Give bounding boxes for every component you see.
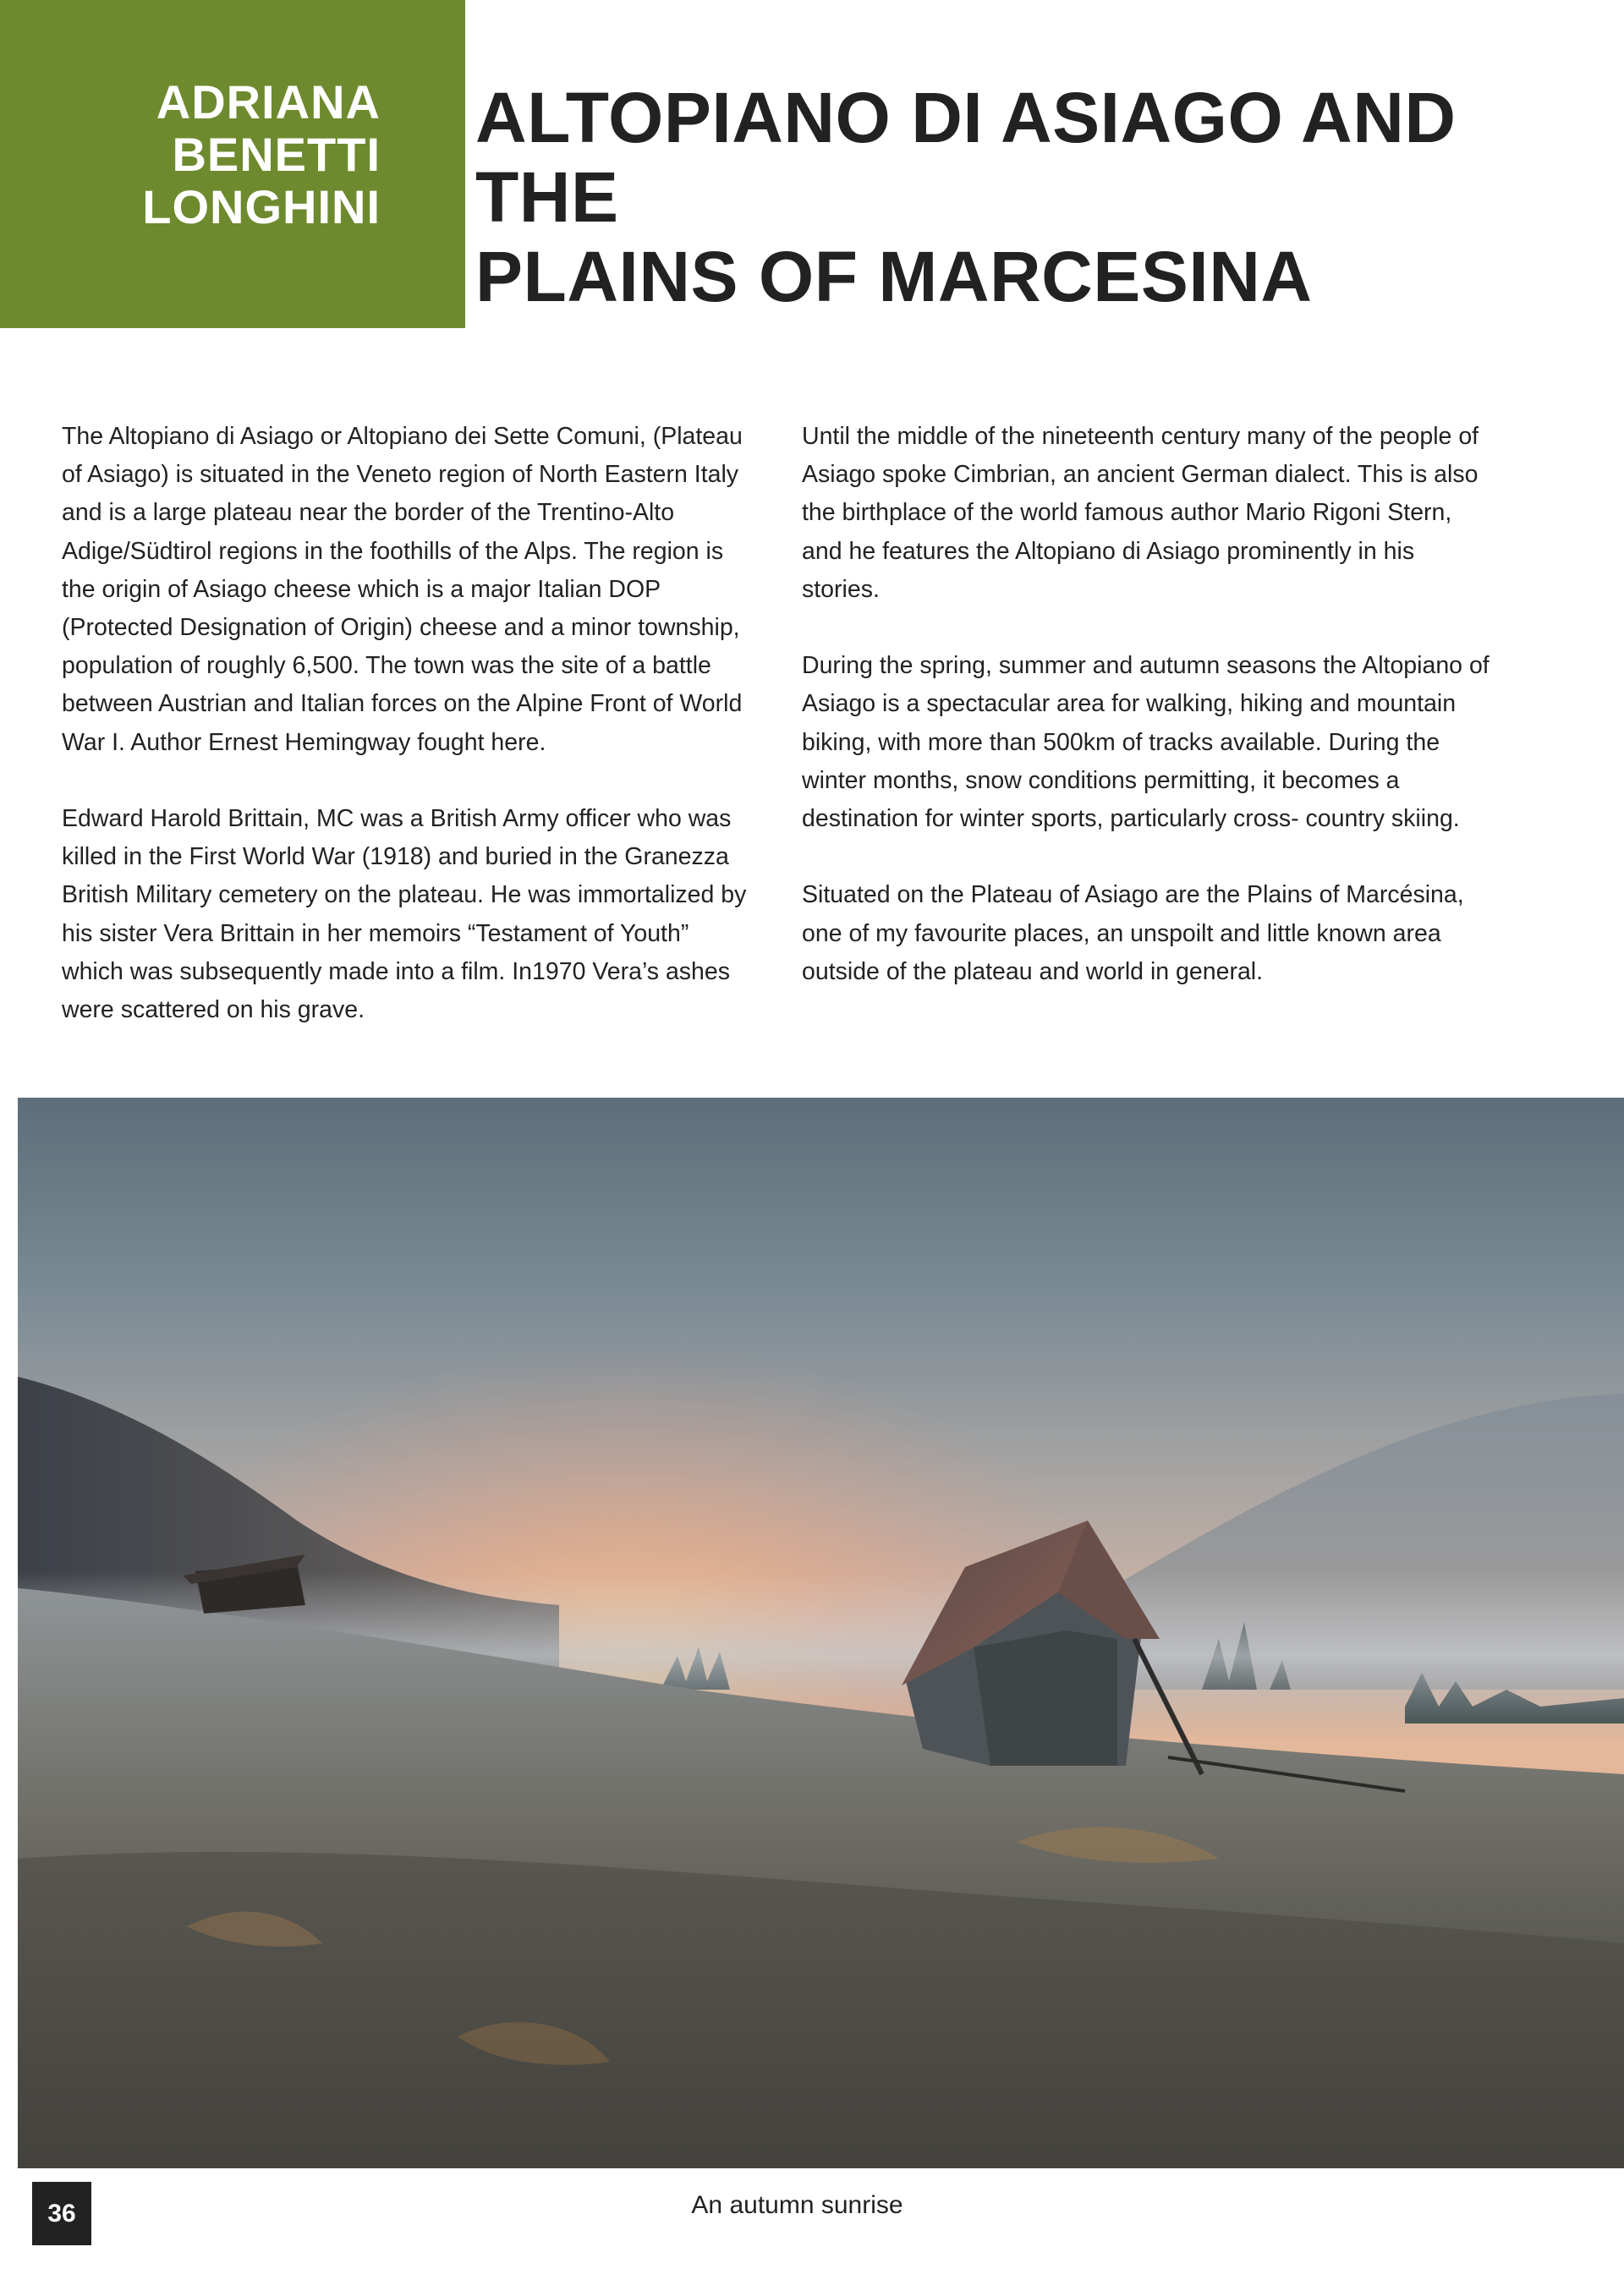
- photo-caption: An autumn sunrise: [691, 2191, 903, 2219]
- body-column-left: [62, 418, 757, 1067]
- body-paragraph: Situated on the Plateau of Asiago are the Plains of Marcésina, one of my favourite places, an unspoilt and little known area outside of the plateau and world in general.: [802, 881, 1464, 985]
- page-number: 36: [32, 2182, 91, 2245]
- article-title: [475, 78, 1592, 316]
- body-paragraph: During the spring, summer and autumn seasons the Altopiano of Asiago is a spectacular area for walking, hiking and mountain biking, with more than 500km of tracks available. During the winter months, snow conditions permitting, it becomes a destination for winter sports, particularly cross- country skiing.: [802, 652, 1490, 833]
- author-name-line: LONGHINI: [142, 180, 381, 233]
- author-name: [8, 76, 381, 233]
- body-paragraph: Until the middle of the nineteenth century many of the people of Asiago spoke Cimbrian, an ancient German dialect. This is also the birthplace of the world famous author Mario Rigoni Stern, and he features the Altopiano di Asiago prominently in his stories.: [802, 423, 1479, 603]
- body-paragraph: The Altopiano di Asiago or Altopiano dei Sette Comuni, (Plateau of Asiago) is situated in the Veneto region of North Eastern Italy and is a large plateau near the border of the Trentino-Alto Adige/Südtirol regions in the foothills of the Alps. The region is the origin of Asiago cheese which is a major Italian DOP (Protected Designation of Origin) cheese and a minor township, population of roughly 6,500. The town was the site of a battle between Austrian and Italian forces on the Alpine Front of World War I. Author Ernest Hemingway fought here.: [62, 423, 743, 756]
- article-title-line: PLAINS OF MARCESINA: [475, 237, 1313, 316]
- body-column-right: [802, 418, 1497, 1029]
- autumn-sunrise-photo: [18, 1098, 1624, 2168]
- author-name-line: BENETTI: [172, 128, 381, 181]
- author-block: [0, 0, 465, 328]
- body-paragraph: Edward Harold Brittain, MC was a British Army officer who was killed in the First World War (1918) and buried in the Granezza British Military cemetery on the plateau. He was immortalized by his sister Vera Brittain in her memoirs “Testament of Youth” which was subsequently made into a film. In1970 Vera’s ashes were scattered on his grave.: [62, 805, 747, 1024]
- article-title-line: ALTOPIANO DI ASIAGO AND THE: [475, 78, 1457, 237]
- author-name-line: ADRIANA: [156, 75, 381, 129]
